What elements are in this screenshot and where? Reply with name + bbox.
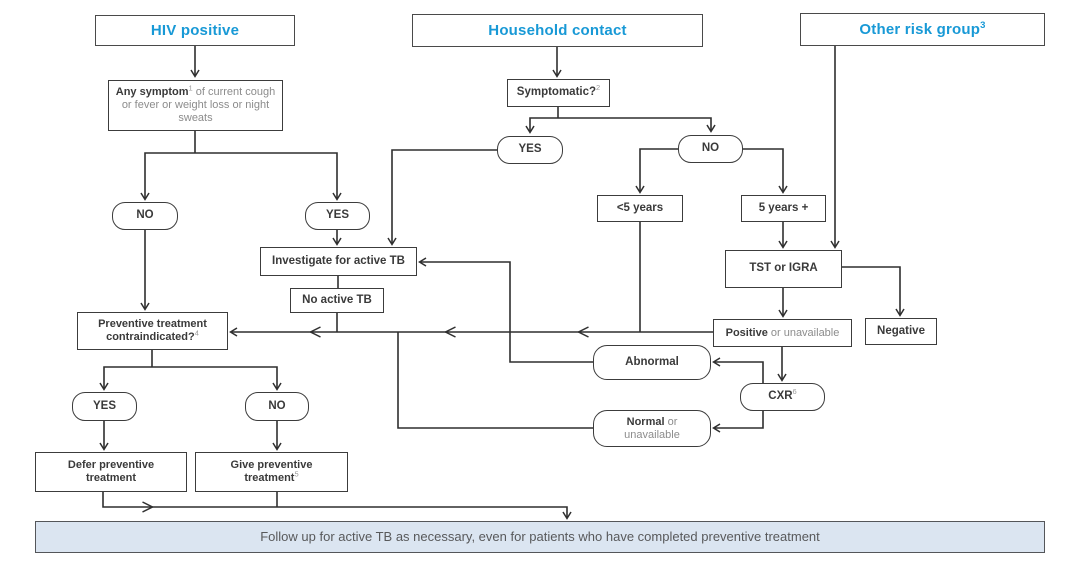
- symptomatic-label: Symptomatic?$^2$: [516, 83, 601, 99]
- no-active-tb-box: No active TB: [290, 288, 384, 313]
- contraindicated-yes-node: YES: [72, 392, 137, 421]
- split-contraindicated-yes-no: [104, 367, 277, 389]
- other-risk-group-label: Other risk group$^3$: [859, 19, 986, 38]
- tst-or-igra-box: TST or IGRA: [725, 250, 842, 288]
- hiv-symptom-no-node: NO: [112, 202, 178, 230]
- line-normal-to-mainline: [398, 332, 593, 428]
- any-symptom-box: [108, 80, 283, 131]
- cxr-label: CXR$^6$: [768, 387, 797, 403]
- arrow-hcno-to-over5: [743, 149, 783, 192]
- give-label: Give preventive treatment$^5$: [230, 459, 313, 484]
- 5-years-plus-box: 5 years +: [741, 195, 826, 222]
- tst-positive-label: Positive or unavailable: [725, 326, 840, 339]
- cxr-node: [740, 383, 825, 411]
- arrow-cxr-to-normal: [714, 411, 763, 428]
- split-symptomatic-yes-no: [530, 118, 711, 132]
- arrow-abnormal-to-investigate: [420, 262, 593, 362]
- contraindicated-label: Preventive treatment contraindicated?$^4$: [98, 318, 207, 343]
- cxr-abnormal-node: Abnormal: [593, 345, 711, 380]
- household-contact-header: Household contact: [412, 14, 703, 47]
- give-preventive-treatment-box: [195, 452, 348, 492]
- arrow-cxr-to-abnormal: [714, 362, 763, 383]
- under-5-years-box: <5 years: [597, 195, 683, 222]
- split-symptom-no-yes: [145, 153, 337, 199]
- tst-positive-box: [713, 319, 852, 347]
- cxr-normal-node: [593, 410, 711, 447]
- any-symptom-label: Any symptom$^1$ of current cough or fever or weight loss or night sweats: [115, 83, 276, 124]
- arrow-hcyes-to-investigate: [392, 150, 497, 244]
- other-risk-group-header: [800, 13, 1045, 46]
- arrow-tst-to-negative: [842, 267, 900, 315]
- symptomatic-no-node: NO: [678, 135, 743, 163]
- tst-negative-box: Negative: [865, 318, 937, 345]
- preventive-treatment-contraindicated-box: [77, 312, 228, 350]
- symptomatic-box: [507, 79, 610, 107]
- arrow-hcno-to-under5: [640, 149, 678, 192]
- symptomatic-yes-node: YES: [497, 136, 563, 164]
- arrow-merge-to-banner: [103, 492, 567, 518]
- contraindicated-no-node: NO: [245, 392, 309, 421]
- follow-up-banner: Follow up for active TB as necessary, even for patients who have completed preventive treatment: [35, 521, 1045, 553]
- defer-preventive-treatment-box: Defer preventive treatment: [35, 452, 187, 492]
- investigate-active-tb-box: Investigate for active TB: [260, 247, 417, 276]
- cxr-normal-label: Normal or unavailable: [624, 415, 680, 441]
- hiv-positive-header: HIV positive: [95, 15, 295, 46]
- hiv-symptom-yes-node: YES: [305, 202, 370, 230]
